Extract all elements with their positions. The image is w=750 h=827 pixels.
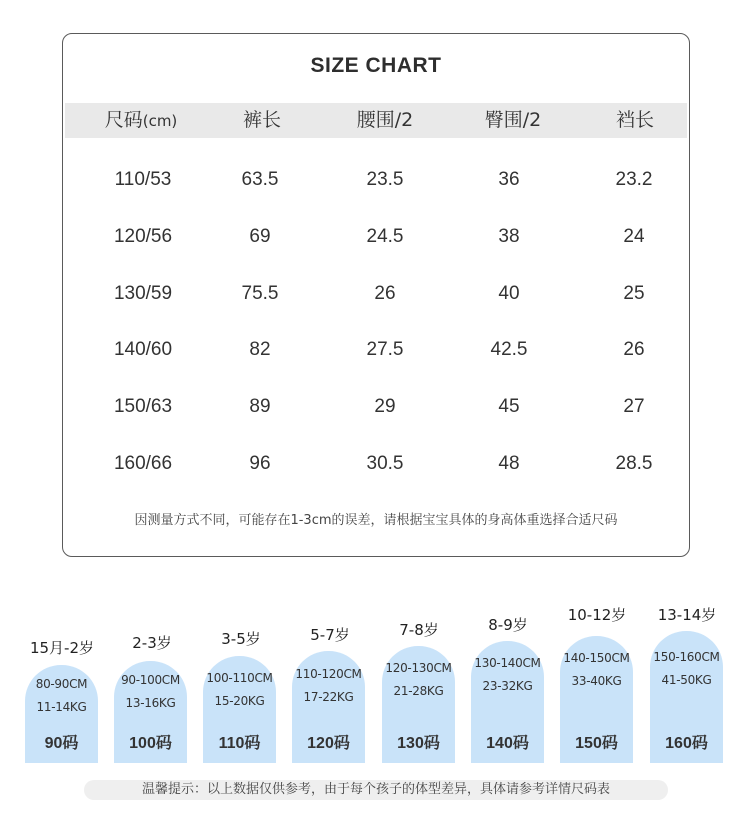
table-cell: 36 (498, 169, 520, 190)
table-cell: 130/59 (113, 283, 173, 304)
weight-range: 13-16KG (125, 696, 176, 710)
size-label: 120码 (307, 735, 350, 752)
header-hip: 臀围/2 (484, 109, 542, 131)
table-cell: 48 (498, 453, 520, 474)
table-cell: 42.5 (490, 339, 528, 360)
table-cell: 160/66 (113, 453, 173, 474)
table-cell: 45 (498, 396, 520, 417)
measurement-note: 因测量方式不同，可能存在1-3cm的误差，请根据宝宝具体的身高体重选择合适尺码 (134, 513, 618, 528)
table-cell: 28.5 (615, 453, 653, 474)
size-label: 160码 (665, 735, 708, 752)
table-row (63, 219, 689, 254)
table-cell: 27 (623, 396, 645, 417)
age-label: 10-12岁 (567, 606, 627, 624)
height-range: 110-120CM (295, 667, 362, 681)
size-column-100 (114, 661, 187, 763)
weight-range: 11-14KG (36, 700, 87, 714)
height-range: 100-110CM (206, 671, 273, 685)
reminder-banner: 温馨提示：以上数据仅供参考，由于每个孩子的体型差异，具体请参考详情尺码表 (84, 780, 668, 800)
weight-range: 41-50KG (661, 673, 712, 687)
age-label: 2-3岁 (132, 634, 172, 652)
weight-range: 33-40KG (571, 674, 622, 688)
age-label: 3-5岁 (221, 630, 261, 648)
age-label: 5-7岁 (310, 626, 350, 644)
table-cell: 110/53 (114, 169, 172, 190)
size-chart-title: SIZE CHART (310, 54, 442, 77)
size-chart-header-row (65, 103, 687, 138)
table-cell: 25 (623, 283, 645, 304)
size-label: 150码 (575, 735, 618, 752)
table-cell: 150/63 (113, 396, 173, 417)
table-cell: 26 (374, 283, 396, 304)
table-cell: 40 (498, 283, 520, 304)
table-row (63, 332, 689, 367)
size-label: 140码 (486, 735, 529, 752)
weight-range: 23-32KG (482, 679, 533, 693)
table-cell: 69 (249, 226, 271, 247)
age-label: 8-9岁 (488, 616, 528, 634)
table-cell: 140/60 (113, 339, 173, 360)
age-label: 15月-2岁 (29, 639, 95, 657)
size-column-120 (292, 651, 365, 763)
size-chart-card (62, 33, 690, 557)
size-column-160 (650, 631, 723, 763)
height-range: 120-130CM (385, 661, 452, 675)
table-row (63, 162, 689, 197)
table-row (63, 389, 689, 424)
table-cell: 23.2 (615, 169, 653, 190)
table-cell: 23.5 (366, 169, 404, 190)
table-cell: 27.5 (366, 339, 404, 360)
header-rise: 裆长 (615, 109, 654, 131)
size-column-140 (471, 641, 544, 763)
size-label: 130码 (397, 735, 440, 752)
table-cell: 24.5 (366, 226, 404, 247)
table-cell: 120/56 (113, 226, 173, 247)
table-row (63, 446, 689, 481)
table-cell: 29 (374, 396, 396, 417)
size-label: 90码 (44, 735, 79, 752)
table-cell: 24 (623, 226, 645, 247)
weight-range: 21-28KG (393, 684, 444, 698)
size-label: 110码 (218, 735, 261, 752)
height-range: 150-160CM (653, 650, 720, 664)
size-column-150 (560, 636, 633, 763)
table-cell: 89 (249, 396, 271, 417)
table-cell: 75.5 (241, 283, 279, 304)
table-cell: 30.5 (366, 453, 404, 474)
weight-range: 15-20KG (214, 694, 265, 708)
age-label: 7-8岁 (399, 621, 439, 639)
table-cell: 82 (249, 339, 271, 360)
table-cell: 38 (498, 226, 520, 247)
table-cell: 96 (249, 453, 271, 474)
height-range: 130-140CM (474, 656, 541, 670)
height-range: 80-90CM (35, 677, 88, 691)
height-range: 90-100CM (121, 673, 180, 687)
size-column-90 (25, 665, 98, 763)
table-cell: 26 (623, 339, 645, 360)
table-row (63, 276, 689, 311)
size-label: 100码 (129, 735, 172, 752)
size-column-110 (203, 656, 276, 763)
height-range: 140-150CM (563, 651, 630, 665)
size-column-130 (382, 646, 455, 763)
table-cell: 63.5 (241, 169, 279, 190)
header-pants-length: 裤长 (242, 109, 281, 131)
weight-range: 17-22KG (303, 690, 354, 704)
header-size-unit: (cm) (142, 112, 178, 130)
age-label: 13-14岁 (657, 606, 717, 624)
header-waist: 腰围/2 (356, 109, 414, 131)
header-size-label: 尺码 (104, 109, 143, 131)
